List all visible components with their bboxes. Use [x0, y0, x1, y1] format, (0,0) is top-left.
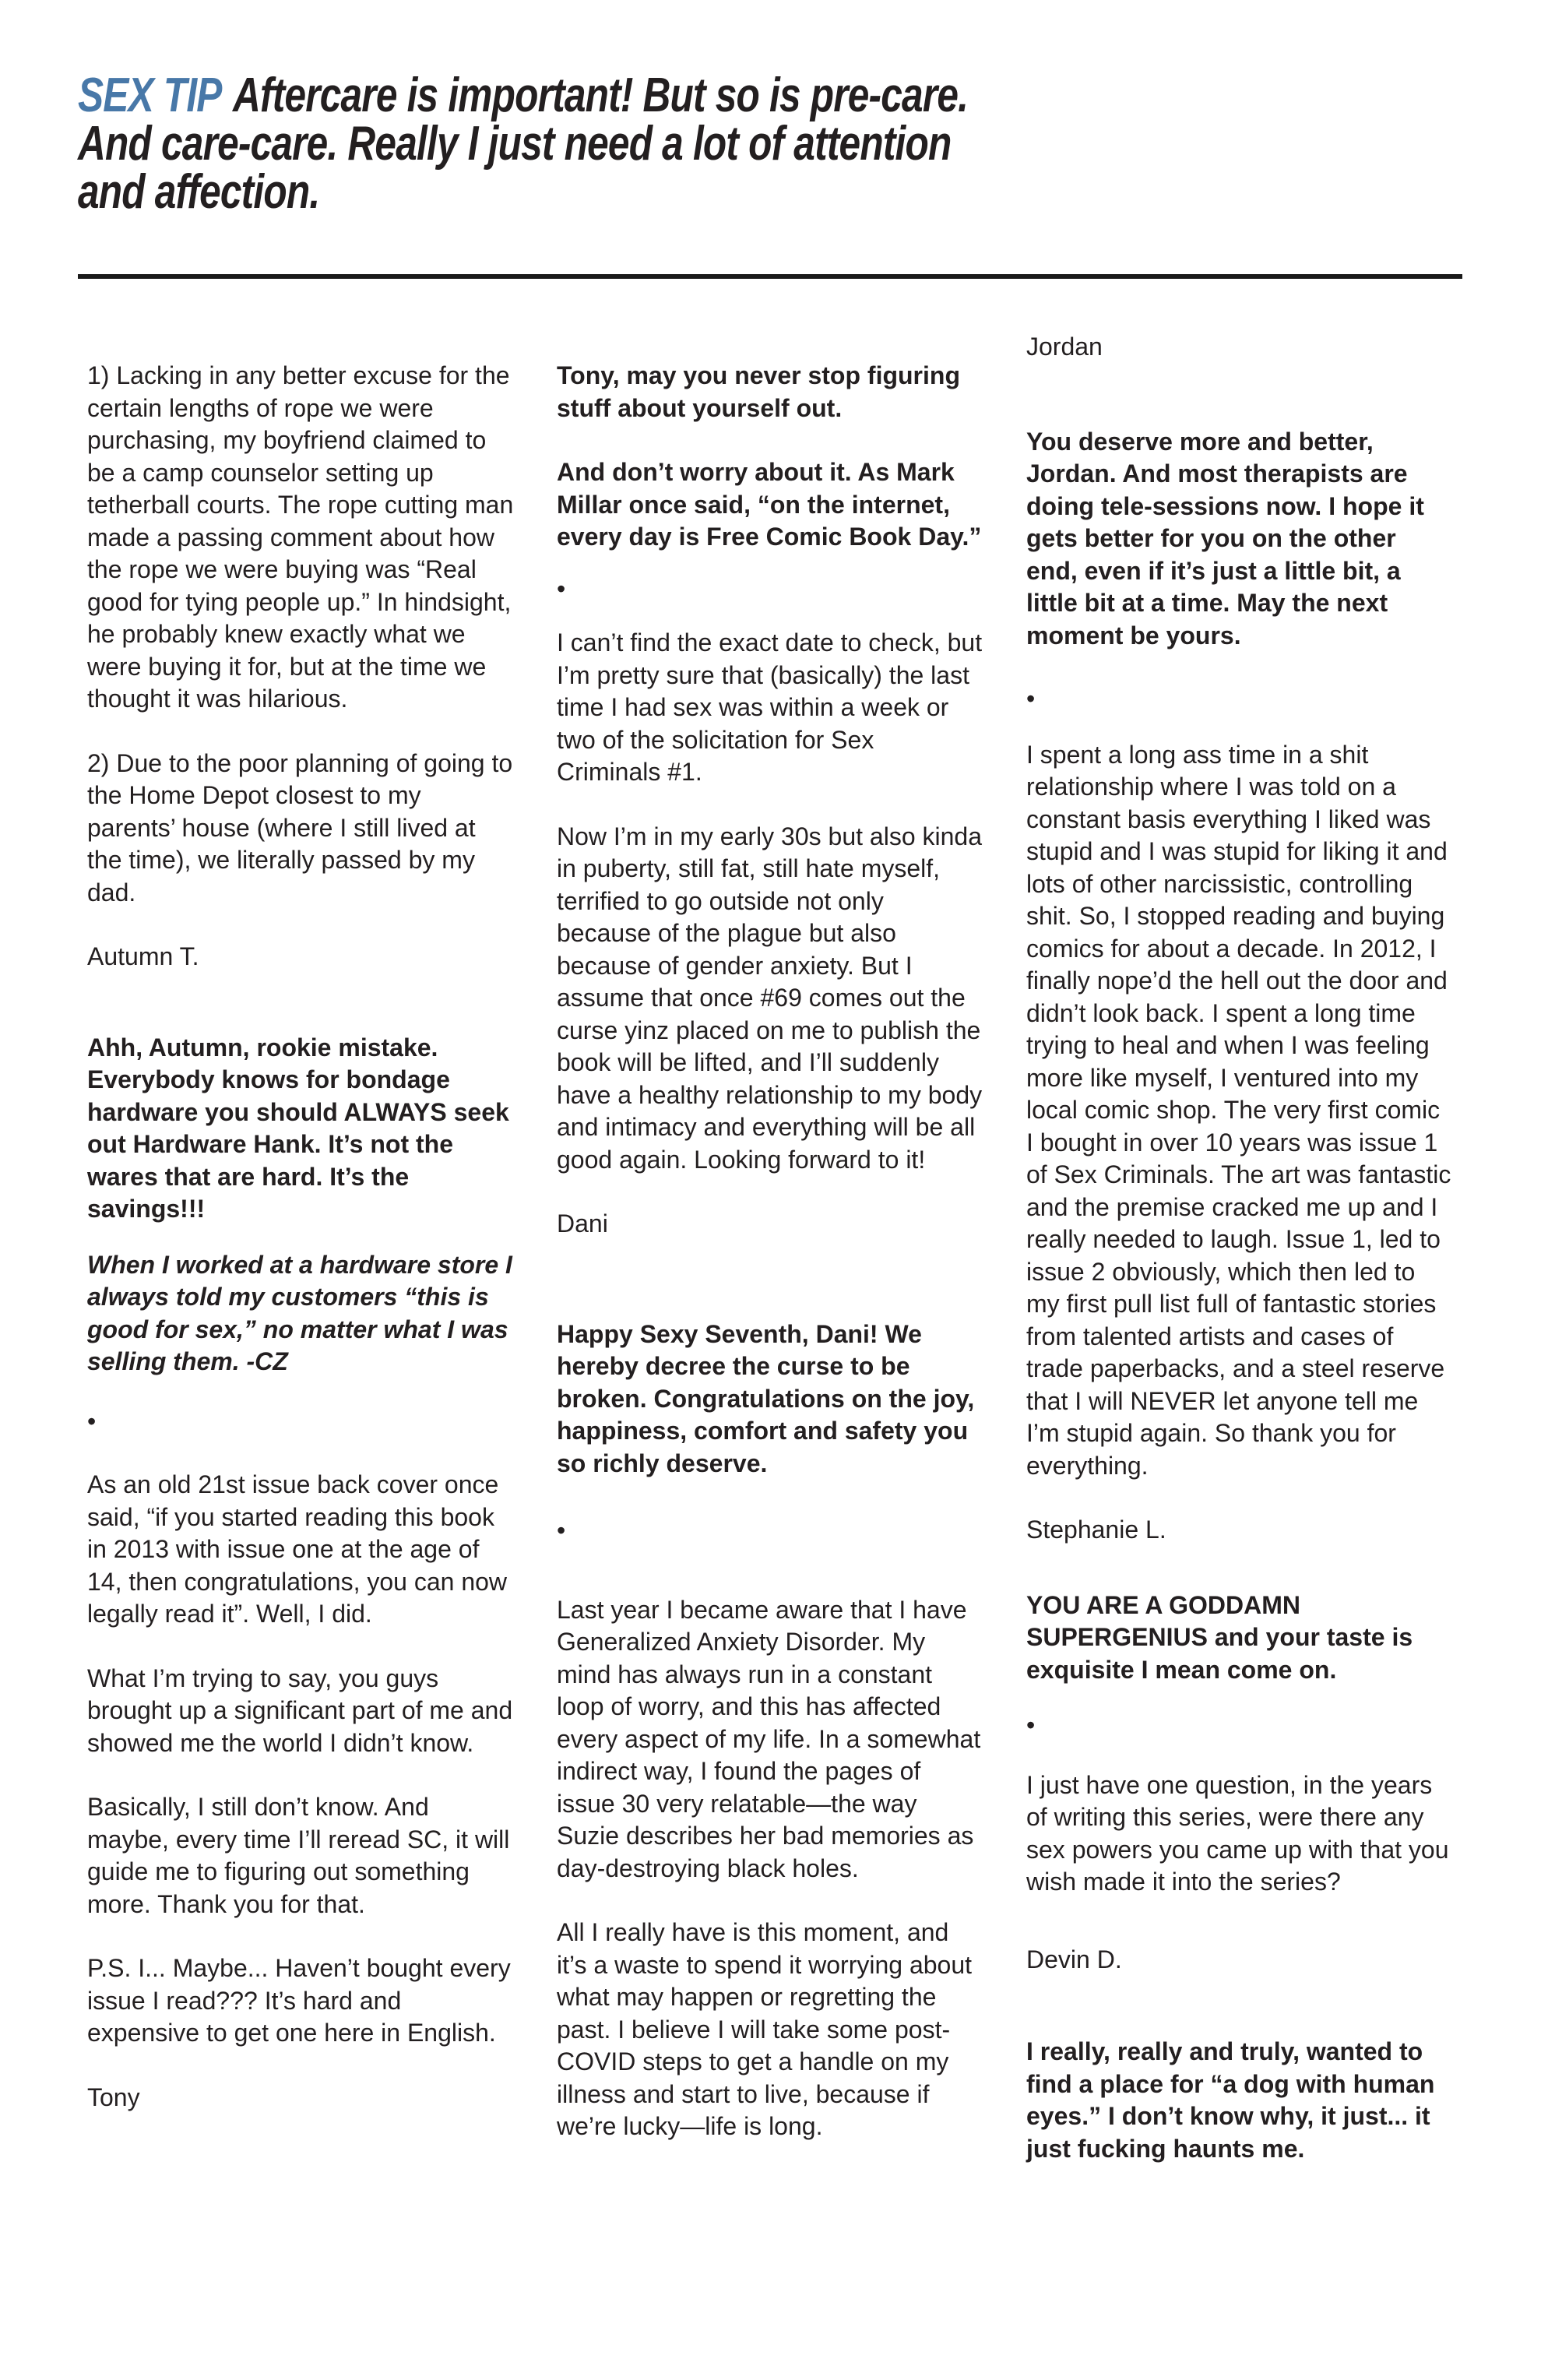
- header-line-3: and affection.: [78, 165, 320, 219]
- editor-response: Ahh, Autumn, rookie mistake. Everybody knows for bondage hardware you should ALWAYS seek out Hardware Hank. It’s not the wares that are hard. It’s the savings!!!: [87, 1033, 509, 1223]
- letter-paragraph: Last year I became aware that I have Generalized Anxiety Disorder. My mind has always run in a constant loop of worry, and this has affected every aspect of my life. In a somewhat indirect way, I found the pages of issue 30 very relatable—the way Suzie describes her bad memories as day-destroying black holes.: [557, 1595, 981, 1882]
- bullet-separator: •: [1026, 685, 1036, 713]
- bullet-separator: •: [557, 1516, 566, 1544]
- editor-response: Happy Sexy Seventh, Dani! We hereby decree the curse to be broken. Congratulations on the joy, happiness, comfort and safety you so richly deserve.: [557, 1319, 975, 1477]
- letter-signature: Autumn T.: [87, 942, 199, 970]
- letter-paragraph: I can’t find the exact date to check, but I’m pretty sure that (basically) the last time I had sex was within a week or two of the solicitation for Sex Criminals #1.: [557, 628, 983, 786]
- letters-columns: [87, 331, 1453, 2165]
- letter-paragraph: I just have one question, in the years of writing this series, were there any sex powers you came up with that you wish made it into the series?: [1026, 1770, 1449, 1896]
- letter-paragraph: What I’m trying to say, you guys brought up a significant part of me and showed me the world I didn’t know.: [87, 1664, 513, 1757]
- sex-tip-label: SEX TIP: [78, 69, 222, 122]
- letter-paragraph: Now I’m in my early 30s but also kinda in puberty, still fat, still hate myself, terrified to go outside not only because of the plague but also because of gender anxiety. But I assume that once #69 comes out the curse yinz placed on me to publish the book will be lifted, and I’ll suddenly have a healthy relationship to my body and intimacy and everything will be all good again. Looking forward to it!: [557, 822, 983, 1174]
- editor-response: YOU ARE A GODDAMN SUPERGENIUS and your taste is exquisite I mean come on.: [1026, 1590, 1413, 1684]
- letter-signature: Devin D.: [1026, 1945, 1122, 1973]
- letter-paragraph: Basically, I still don’t know. And maybe, every time I’ll reread SC, it will guide me to figuring out something more. Thank you for that.: [87, 1793, 510, 1918]
- header-line-1-text: Aftercare is important! But so is pre-care.: [233, 69, 969, 122]
- page-header: [78, 69, 1191, 219]
- bullet-separator: •: [87, 1407, 97, 1435]
- letter-signature: Jordan: [1026, 333, 1103, 361]
- bullet-separator: •: [557, 574, 566, 603]
- letter-paragraph: All I really have is this moment, and it’s a waste to spend it worrying about what may happen or regretting the past. I believe I will take some post-COVID steps to get a handle on my illness and start to live, because if we’re lucky—life is long.: [557, 1918, 973, 2140]
- column-3: [1026, 331, 1453, 2165]
- editor-response-quote: When I worked at a hardware store I always told my customers “this is good for sex,” no matter what I was selling them. -CZ: [87, 1250, 512, 1375]
- letter-paragraph: P.S. I... Maybe... Haven’t bought every issue I read??? It’s hard and expensive to get one here in English.: [87, 1954, 511, 2047]
- header-line-1: [78, 69, 969, 122]
- letter-signature: Stephanie L.: [1026, 1516, 1166, 1544]
- letter-paragraph: I spent a long ass time in a shit relationship where I was told on a constant basis everything I liked was stupid and I was stupid for liking it and lots of other narcissistic, controlling shit. So, I stopped reading and buying comics for about a decade. In 2012, I finally nope’d the hell out the door and didn’t look back. I spent a long time trying to heal and when I was feeling more like myself, I ventured into my local comic shop. The very first comic I bought in over 10 years was issue 1 of Sex Criminals. The art was fantastic and the premise cracked me up and I really needed to laugh. Issue 1, led to issue 2 obviously, which then led to my first pull list full of fantastic stories from talented artists and cases of trade paperbacks, and a steel reserve that I will NEVER let anyone tell me I’m stupid again. So thank you for everything.: [1026, 740, 1451, 1480]
- letter-paragraph: 1) Lacking in any better excuse for the certain lengths of rope we were purchasing, my boyfriend claimed to be a camp counselor setting up tetherball courts. The rope cutting man made a passing comment about how the rope we were buying was “Real good for tying people up.” In hindsight, he probably knew exactly what we were buying it for, but at the time we thought it was hilarious.: [87, 361, 514, 713]
- editor-response: I really, really and truly, wanted to find a place for “a dog with human eyes.” I don’t know why, it just... it just fucking haunts me.: [1026, 2037, 1435, 2163]
- letter-signature: Tony: [87, 2082, 140, 2111]
- editor-response: Tony, may you never stop figuring stuff about yourself out.: [557, 361, 960, 422]
- letter-paragraph: 2) Due to the poor planning of going to the Home Depot closest to my parents’ house (where I still lived at the time), we literally passed by my dad.: [87, 748, 513, 907]
- header-line-2: And care-care. Really I just need a lot of attention: [78, 117, 952, 171]
- column-2: [557, 331, 983, 2165]
- column-1: [87, 331, 514, 2165]
- bullet-separator: •: [1026, 1711, 1036, 1739]
- letter-signature: Dani: [557, 1209, 608, 1238]
- letter-paragraph: As an old 21st issue back cover once said, “if you started reading this book in 2013 with issue one at the age of 14, then congratulations, you can now legally read it”. Well, I did.: [87, 1470, 508, 1628]
- editor-response: You deserve more and better, Jordan. And most therapists are doing tele-sessions now. I hope it gets better for you on the other end, even if it’s just a little bit, a little bit at a time. May the next moment be yours.: [1026, 427, 1424, 650]
- editor-response: And don’t worry about it. As Mark Millar once said, “on the internet, every day is Free Comic Book Day.”: [557, 458, 982, 551]
- divider-rule: [78, 274, 1462, 279]
